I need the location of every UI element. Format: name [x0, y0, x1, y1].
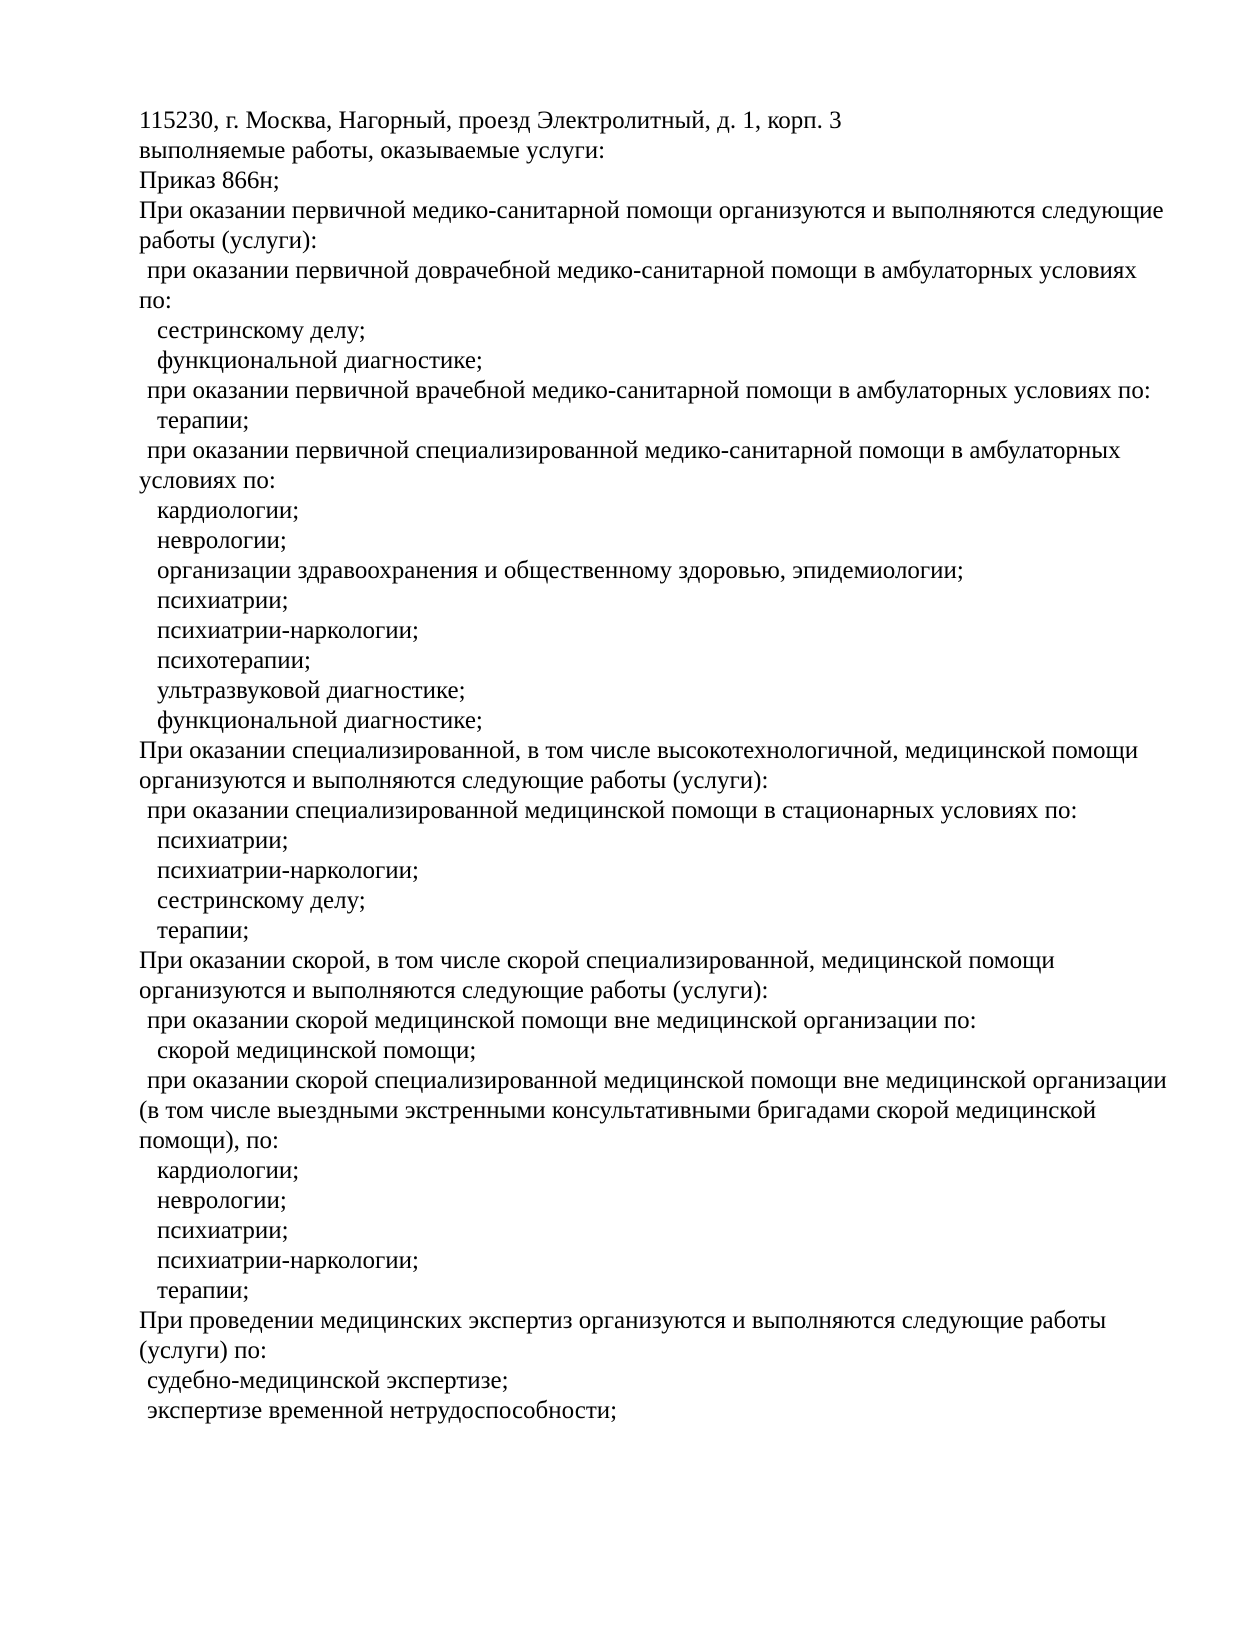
document-line: психиатрии-наркологии;: [157, 617, 419, 644]
document-line: терапии;: [157, 407, 250, 434]
document-line: при оказании первичной специализированной медико-санитарной помощи в амбулаторных: [147, 437, 1121, 464]
document-line: (услуги) по:: [139, 1337, 267, 1364]
document-line: психиатрии-наркологии;: [157, 1247, 419, 1274]
document-line: При оказании первичной медико-санитарной помощи организуются и выполняются следующие: [139, 197, 1164, 224]
document-line: по:: [139, 287, 172, 314]
document-line: терапии;: [157, 917, 250, 944]
document-line: терапии;: [157, 1277, 250, 1304]
document-line: при оказании первичной врачебной медико-санитарной помощи в амбулаторных условиях по:: [147, 377, 1151, 404]
document-line: психиатрии-наркологии;: [157, 857, 419, 884]
document-line: неврологии;: [157, 527, 287, 554]
document-line: скорой медицинской помощи;: [157, 1037, 477, 1064]
document-line: работы (услуги):: [139, 227, 318, 254]
document-line: при оказании специализированной медицинской помощи в стационарных условиях по:: [147, 797, 1078, 824]
document-body: [139, 106, 1167, 1426]
document-line: 115230, г. Москва, Нагорный, проезд Электролитный, д. 1, корп. 3: [139, 107, 842, 134]
document-line: при оказании скорой медицинской помощи вне медицинской организации по:: [147, 1007, 977, 1034]
document-line: функциональной диагностике;: [157, 707, 483, 734]
document-line: (в том числе выездными экстренными консультативными бригадами скорой медицинской: [139, 1097, 1097, 1124]
document-line: при оказании скорой специализированной медицинской помощи вне медицинской организации: [147, 1067, 1167, 1094]
document-line: организуются и выполняются следующие работы (услуги):: [139, 977, 769, 1004]
document-line: помощи), по:: [139, 1127, 280, 1154]
document-line: ультразвуковой диагностике;: [157, 677, 466, 704]
document-line: выполняемые работы, оказываемые услуги:: [139, 137, 606, 164]
document-line: психотерапии;: [157, 647, 311, 674]
document-line: психиатрии;: [157, 587, 289, 614]
document-line: при оказании первичной доврачебной медико-санитарной помощи в амбулаторных условиях: [147, 257, 1137, 284]
document-line: условиях по:: [139, 467, 276, 494]
document-line: При проведении медицинских экспертиз организуются и выполняются следующие работы: [139, 1307, 1107, 1334]
document-line: кардиологии;: [157, 1157, 300, 1184]
document-line: неврологии;: [157, 1187, 287, 1214]
document-line: функциональной диагностике;: [157, 347, 483, 374]
document-line: психиатрии;: [157, 827, 289, 854]
document-line: При оказании скорой, в том числе скорой специализированной, медицинской помощи: [139, 947, 1055, 974]
document-line: кардиологии;: [157, 497, 300, 524]
document-line: сестринскому делу;: [157, 887, 366, 914]
document-line: судебно-медицинской экспертизе;: [147, 1367, 509, 1394]
document-line: Приказ 866н;: [139, 167, 280, 194]
document-line: При оказании специализированной, в том числе высокотехнологичной, медицинской помощи: [139, 737, 1139, 764]
document-line: организуются и выполняются следующие работы (услуги):: [139, 767, 769, 794]
document-line: организации здравоохранения и общественному здоровью, эпидемиологии;: [157, 557, 964, 584]
document-line: сестринскому делу;: [157, 317, 366, 344]
document-line: экспертизе временной нетрудоспособности;: [147, 1397, 618, 1424]
document-line: психиатрии;: [157, 1217, 289, 1244]
